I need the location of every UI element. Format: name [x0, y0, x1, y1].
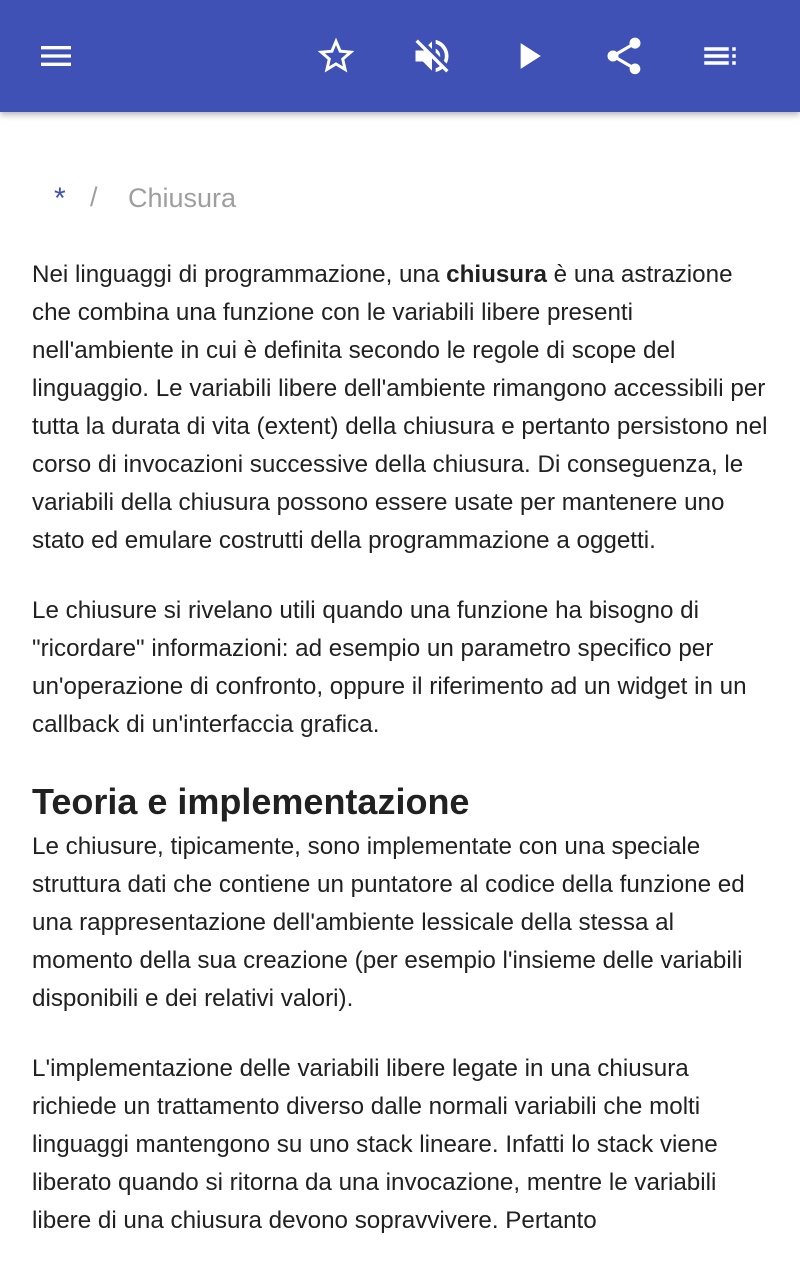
share-button[interactable] [592, 24, 656, 88]
play-icon [506, 34, 550, 78]
breadcrumb-current: Chiusura [128, 183, 237, 213]
breadcrumb-separator: / [90, 182, 98, 212]
favorite-button[interactable] [304, 24, 368, 88]
contents-button[interactable] [688, 24, 752, 88]
mute-button[interactable] [400, 24, 464, 88]
article-paragraph-4: L'implementazione delle variabili libere legate in una chiusura richiede un trattamento diverso dalle normali variabili che molti linguaggi mantengono su uno stack lineare. Infatti lo stack viene liberato quando si ritorna da una invocazione, mentre le variabili libere di una chiusura devono sopravvivere. Pertanto [32, 1055, 718, 1234]
volume-off-icon [410, 34, 454, 78]
menu-button[interactable] [24, 24, 88, 88]
hamburger-menu-icon [36, 36, 76, 76]
play-button[interactable] [496, 24, 560, 88]
article-paragraph-2: Le chiusure si rivelano utili quando una funzione ha bisogno di "ricordare" informazioni: ad esempio un parametro specifico per un'operazione di confronto, oppure il riferimento ad un widget in un callback di un'interfaccia grafica. [32, 597, 747, 738]
p1-text-start: Nei linguaggi di programmazione, una [32, 261, 447, 288]
star-outline-icon [314, 34, 358, 78]
article-content [32, 256, 772, 1272]
app-toolbar [0, 0, 800, 112]
table-of-contents-icon [699, 35, 741, 77]
p1-text-end: è una astrazione che combina una funzione con le variabili libere presenti nell'ambiente in cui è definita secondo le regole di scope del linguaggio. Le variabili libere dell'ambiente rimangono accessibili per tutta la durata di vita (extent) della chiusura e pertanto persistono nel corso di invocazioni successive della chiusura. Di conseguenza, le variabili della chiusura possono essere usate per mantenere uno stato ed emulare costrutti della programmazione a oggetti. [32, 261, 768, 554]
share-icon [602, 34, 646, 78]
breadcrumb [0, 180, 800, 220]
article-paragraph-3: Le chiusure, tipicamente, sono implementate con una speciale struttura dati che contiene un puntatore al codice della funzione ed una rappresentazione dell'ambiente lessicale della stessa al momento della sua creazione (per esempio l'insieme delle variabili disponibili e dei relativi valori). [32, 833, 745, 1012]
section-heading: Teoria e implementazione [32, 781, 470, 822]
breadcrumb-home-link[interactable]: * [54, 182, 66, 215]
p1-bold-term: chiusura [446, 261, 547, 288]
article-paragraph-1 [32, 256, 772, 560]
